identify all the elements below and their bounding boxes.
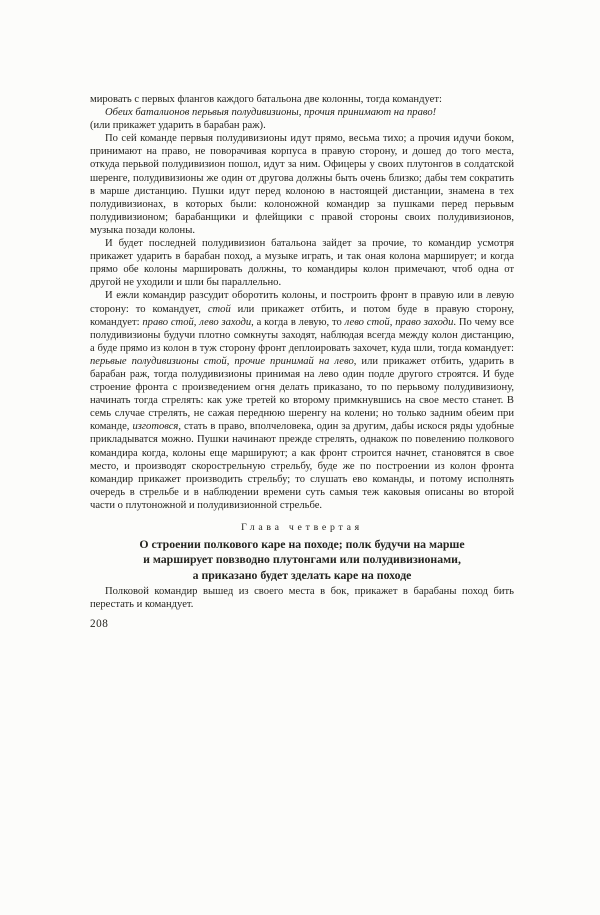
paragraph: мировать с первых флангов каждого батальона две колонны, тогда командует: [90, 94, 442, 105]
body-text-top [90, 93, 514, 512]
paragraph: И будет последней полудивизион батальона зайдет за прочие, то командир усмотря прикажет ударить в барабан поход, а музыке играть, и так оная колона марширует; и когда прямо обе колоны маршировать должны, то командиры колон примечают, чтоб одна от другой не уходили и шли бы параллельно. [90, 238, 514, 289]
chapter-title-line-3: а приказано будет зделать каре на походе [192, 567, 412, 582]
paragraph: (или прикажет ударить в барабан раж). [90, 120, 266, 132]
paragraph: По сей команде первыя полудивизионы идут прямо, весьма тихо; а прочия идучи боком, принимают на право, не поворачивая корпуса в правую сторону, и дошед до того места, откуда перьвой полудивизион пошол, идут за ним. Офицеры у своих плутонгов в солдатской шеренге, полудивизионы же один от другова должны быть очень близко; дабы тем сократить в марше дистанцию. Пушки идут перед колоною в настоящей дистанции, знамена в тех полудивизионах, в которых были: колоножной командир за пушками перед перьвым полудивизионом; барабанщики и флейщики с правой стороны своих полудивизионов, музыка позади колоны. [90, 133, 514, 236]
paragraph: Полковой командир вышед из своего места в бок, прикажет в барабаны поход бить перестать и командует. [90, 585, 514, 611]
chapter-title-line-1: О строении полкового каре на походе; полк будучи на марше [139, 537, 465, 552]
page-number: 208 [90, 618, 109, 631]
paragraph: Обеих баталионов перьвыя полудивизионы, прочия принимают на право! [105, 107, 437, 119]
chapter-title [90, 537, 514, 583]
chapter-label: Глава четвертая [241, 522, 363, 533]
body-text-bottom [90, 585, 514, 611]
paragraph: И ежли командир разсудит оборотить колоны, и построить фронт в правую или в левую сторону: то командует, стой или прикажет отбить, и потом буде в правую сторону, командует: право стой, лево заходи, а когда в левую, то лево стой, право заходи. По чему все полудивизионы будучи плотно сомкнуты заходят, наблюдая всегда между колон дистанцию, а буде прямо из колон в туж сторону фронт деплоировать захочет, куда шли, тогда командует: перьвые полудивизионы стой, прочие принимай на лево, или прикажет отбить, ударить в барабан раж, тогда полудивизионы принимая на лево один подле другого строятся. И буде строение фронта с произведением огня делать приказано, то по перьвому полудивизиону, начинать тогда стрелять: как уже третей ко второму примкнувшись на свое место станет. В семь случае стрелять, не сажая переднюю шеренгу на колени; но только задним обеим при команде, изготовся, стать в право, вполчеловека, один за другим, дабы искося ряды удобные прикладыватся можно. Пушки начинают прежде стрелять, однакож по повелению полкового командира когда, колоны еще маршируют; а как фронт строится начнет, становятся в свое место, и производят скорострельную стрельбу, буде же по построении из колон фронта командир прикажет производить стрельбу; то слушать ево команды, и потому исполнять очередь в стрельбе и в наблюдении времени суть самыя теж каковыя описаны во второй части о плутоножной и полудивизионной стрельбе. [90, 290, 514, 511]
text-column [90, 93, 514, 631]
chapter-title-line-2: и марширует повзводно плутонгами или полудивизионами, [143, 552, 461, 567]
